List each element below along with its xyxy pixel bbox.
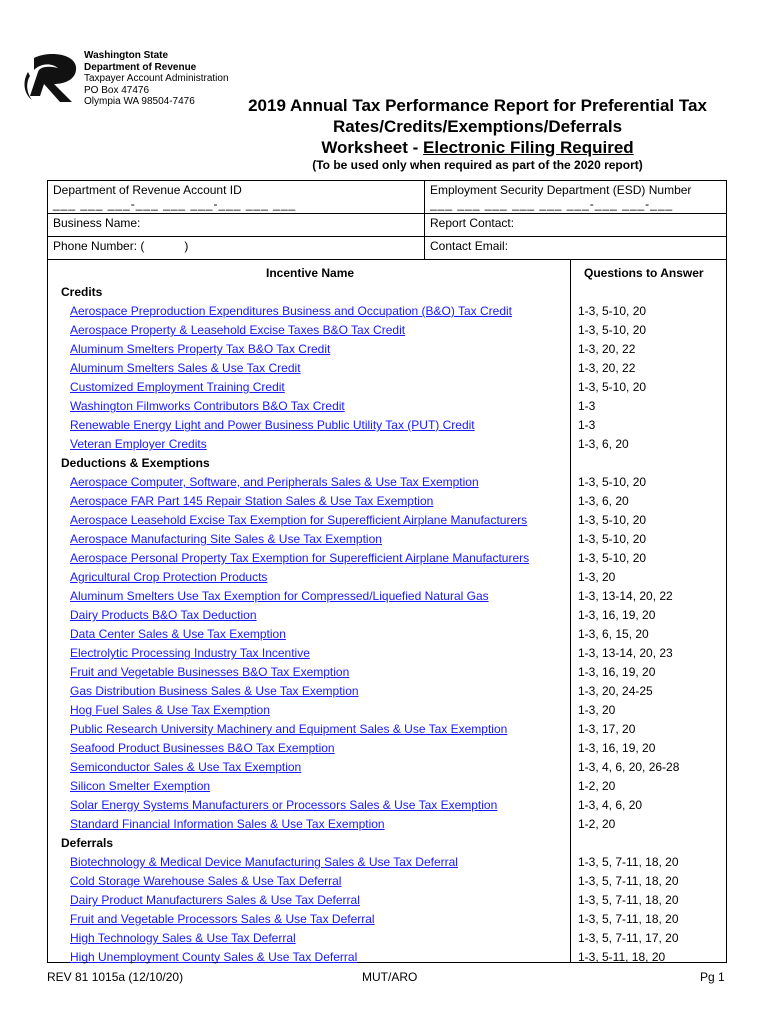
questions-value: 1-3, 5, 7-11, 18, 20 (578, 912, 679, 926)
business-info-form (47, 180, 727, 260)
incentive-link[interactable]: Silicon Smelter Exemption (70, 779, 211, 793)
phone-label: Phone Number: ( ) (53, 239, 189, 253)
questions-value: 1-2, 20 (578, 817, 616, 831)
questions-value: 1-3, 5, 7-11, 18, 20 (578, 893, 679, 907)
agency-line-5: Olympia WA 98504-7476 (84, 96, 195, 107)
table-row (48, 720, 726, 739)
incentive-link[interactable]: Aluminum Smelters Use Tax Exemption for Compressed/Liquefied Natural Gas (70, 589, 489, 603)
questions-value: 1-3, 5-10, 20 (578, 323, 647, 337)
questions-value: 1-3, 4, 6, 20, 26-28 (578, 760, 680, 774)
table-row (48, 321, 726, 340)
table-row (48, 910, 726, 929)
questions-value: 1-3, 6, 20 (578, 437, 629, 451)
incentive-link[interactable]: Seafood Product Businesses B&O Tax Exemption (70, 741, 335, 755)
incentive-link[interactable]: High Technology Sales & Use Tax Deferral (70, 931, 296, 945)
incentive-link[interactable]: Solar Energy Systems Manufacturers or Processors Sales & Use Tax Exemption (70, 798, 498, 812)
agency-line-1: Washington State (84, 50, 169, 61)
table-row (48, 397, 726, 416)
incentive-link[interactable]: Data Center Sales & Use Tax Exemption (70, 627, 286, 641)
section-title: Deferrals (61, 836, 114, 850)
incentive-link[interactable]: Aerospace Manufacturing Site Sales & Use Tax Exemption (70, 532, 382, 546)
table-row (48, 815, 726, 834)
form-number: REV 81 1015a (12/10/20) (47, 970, 184, 984)
questions-value: 1-3, 13-14, 20, 23 (578, 646, 673, 660)
table-row (48, 758, 726, 777)
incentive-link[interactable]: Biotechnology & Medical Device Manufacturing Sales & Use Tax Deferral (70, 855, 458, 869)
table-row (48, 929, 726, 948)
questions-value: 1-3, 16, 19, 20 (578, 741, 656, 755)
table-row (48, 530, 726, 549)
incentive-link[interactable]: Aerospace Preproduction Expenditures Business and Occupation (B&O) Tax Credit (70, 304, 513, 318)
contact-email-field[interactable] (425, 237, 727, 260)
electronic-filing-required: Electronic Filing Required (423, 138, 634, 157)
table-row (48, 492, 726, 511)
title-line-3-prefix: Worksheet - (321, 138, 424, 157)
table-row (48, 777, 726, 796)
questions-value: 1-3 (578, 399, 596, 413)
table-row (48, 359, 726, 378)
table-row (48, 378, 726, 397)
esd-blank: ___ ___ ___ ___ ___ ___-___ ___-___ (430, 197, 674, 211)
incentive-link[interactable]: Aerospace Leasehold Excise Tax Exemption for Superefficient Airplane Manufacturers (70, 513, 528, 527)
table-row (48, 796, 726, 815)
incentive-link[interactable]: Fruit and Vegetable Businesses B&O Tax Exemption (70, 665, 350, 679)
incentive-link[interactable]: High Unemployment County Sales & Use Tax Deferral (70, 950, 358, 964)
phone-number-field[interactable] (48, 237, 425, 260)
table-row (48, 644, 726, 663)
questions-value: 1-3, 6, 15, 20 (578, 627, 649, 641)
dor-logo-icon (20, 52, 82, 104)
questions-value: 1-3, 5-10, 20 (578, 380, 647, 394)
esd-number-field[interactable] (425, 181, 727, 214)
page-title (200, 95, 755, 158)
incentive-link[interactable]: Agricultural Crop Protection Products (70, 570, 268, 584)
table-row (48, 416, 726, 435)
questions-value: 1-3, 5-10, 20 (578, 475, 647, 489)
incentive-table (47, 259, 727, 963)
questions-value: 1-3, 5-10, 20 (578, 304, 647, 318)
incentive-link[interactable]: Aerospace Computer, Software, and Peripherals Sales & Use Tax Exemption (70, 475, 479, 489)
incentive-link[interactable]: Semiconductor Sales & Use Tax Exemption (70, 760, 302, 774)
table-row (48, 682, 726, 701)
table-row (48, 606, 726, 625)
questions-value: 1-3, 6, 20 (578, 494, 629, 508)
table-row (48, 739, 726, 758)
table-row (48, 625, 726, 644)
incentive-link[interactable]: Veteran Employer Credits (70, 437, 207, 451)
agency-line-4: PO Box 47476 (84, 84, 150, 96)
report-contact-field[interactable] (425, 214, 727, 237)
email-label: Contact Email: (430, 239, 509, 253)
incentive-link[interactable]: Dairy Products B&O Tax Deduction (70, 608, 257, 622)
questions-value: 1-3, 20, 22 (578, 342, 636, 356)
table-row (48, 663, 726, 682)
questions-value: 1-3, 16, 19, 20 (578, 665, 656, 679)
table-row (48, 473, 726, 492)
account-id-label: Department of Revenue Account ID (53, 183, 242, 197)
table-row (48, 549, 726, 568)
questions-value: 1-3, 5, 7-11, 18, 20 (578, 855, 679, 869)
incentive-link[interactable]: Aerospace Property & Leasehold Excise Taxes B&O Tax Credit (70, 323, 406, 337)
table-row (48, 701, 726, 720)
section-title: Credits (61, 285, 103, 299)
questions-value: 1-3, 20 (578, 703, 616, 717)
esd-label: Employment Security Department (ESD) Number (430, 183, 692, 197)
table-row (48, 340, 726, 359)
incentive-link[interactable]: Hog Fuel Sales & Use Tax Exemption (70, 703, 270, 717)
title-line-1: 2019 Annual Tax Performance Report for Preferential Tax (248, 96, 707, 115)
incentive-name-header: Incentive Name (266, 266, 355, 280)
incentive-link[interactable]: Aluminum Smelters Sales & Use Tax Credit (70, 361, 301, 375)
report-contact-label: Report Contact: (430, 216, 515, 230)
questions-header: Questions to Answer (584, 266, 704, 280)
questions-value: 1-3, 13-14, 20, 22 (578, 589, 673, 603)
incentive-link[interactable]: Fruit and Vegetable Processors Sales & Use Tax Deferral (70, 912, 375, 926)
title-line-3 (200, 137, 755, 158)
account-id-blank: ___ ___ ___-___ ___ ___-___ ___ ___ (53, 197, 297, 211)
questions-value: 1-3, 5-10, 20 (578, 513, 647, 527)
page-number: Pg 1 (700, 970, 725, 984)
questions-value: 1-3, 20 (578, 570, 616, 584)
table-row (48, 872, 726, 891)
questions-value: 1-3, 5, 7-11, 17, 20 (578, 931, 679, 945)
questions-value: 1-3, 5, 7-11, 18, 20 (578, 874, 679, 888)
incentive-link[interactable]: Cold Storage Warehouse Sales & Use Tax Deferral (70, 874, 342, 888)
table-row (48, 302, 726, 321)
table-row (48, 587, 726, 606)
incentive-link[interactable]: Gas Distribution Business Sales & Use Tax Exemption (70, 684, 359, 698)
incentive-link[interactable]: Standard Financial Information Sales & Use Tax Exemption (70, 817, 385, 831)
incentive-link[interactable]: Washington Filmworks Contributors B&O Tax Credit (70, 399, 345, 413)
table-row (48, 568, 726, 587)
incentive-link[interactable]: Aluminum Smelters Property Tax B&O Tax Credit (70, 342, 331, 356)
questions-value: 1-3 (578, 418, 596, 432)
incentive-link[interactable]: Public Research University Machinery and Equipment Sales & Use Tax Exemption (70, 722, 508, 736)
table-row (48, 948, 726, 967)
questions-value: 1-3, 20, 22 (578, 361, 636, 375)
incentive-link[interactable]: Renewable Energy Light and Power Business Public Utility Tax (PUT) Credit (70, 418, 475, 432)
table-row (48, 435, 726, 454)
section-title: Deductions & Exemptions (61, 456, 210, 470)
footer-center: MUT/ARO (362, 970, 418, 984)
questions-value: 1-3, 5-10, 20 (578, 551, 647, 565)
incentive-link[interactable]: Electrolytic Processing Industry Tax Incentive (70, 646, 310, 660)
incentive-link[interactable]: Aerospace Personal Property Tax Exemption for Superefficient Airplane Manufacturers (70, 551, 530, 565)
incentive-link[interactable]: Customized Employment Training Credit (70, 380, 285, 394)
account-id-field[interactable] (48, 181, 425, 214)
agency-line-2: Department of Revenue (84, 61, 197, 73)
table-row (48, 511, 726, 530)
incentive-link[interactable]: Dairy Product Manufacturers Sales & Use Tax Deferral (70, 893, 360, 907)
questions-value: 1-3, 20, 24-25 (578, 684, 653, 698)
questions-value: 1-3, 16, 19, 20 (578, 608, 656, 622)
business-name-label: Business Name: (53, 216, 141, 230)
agency-line-3: Taxpayer Account Administration (84, 73, 229, 84)
title-line-2: Rates/Credits/Exemptions/Deferrals (332, 117, 623, 136)
questions-value: 1-3, 17, 20 (578, 722, 636, 736)
questions-value: 1-2, 20 (578, 779, 616, 793)
questions-value: 1-3, 5-11, 18, 20 (578, 950, 666, 964)
usage-note: (To be used only when required as part of the 2020 report) (312, 158, 643, 172)
questions-value: 1-3, 5-10, 20 (578, 532, 647, 546)
incentive-link[interactable]: Aerospace FAR Part 145 Repair Station Sales & Use Tax Exemption (70, 494, 434, 508)
table-row (48, 891, 726, 910)
business-name-field[interactable] (48, 214, 425, 237)
table-row (48, 853, 726, 872)
questions-value: 1-3, 4, 6, 20 (578, 798, 643, 812)
